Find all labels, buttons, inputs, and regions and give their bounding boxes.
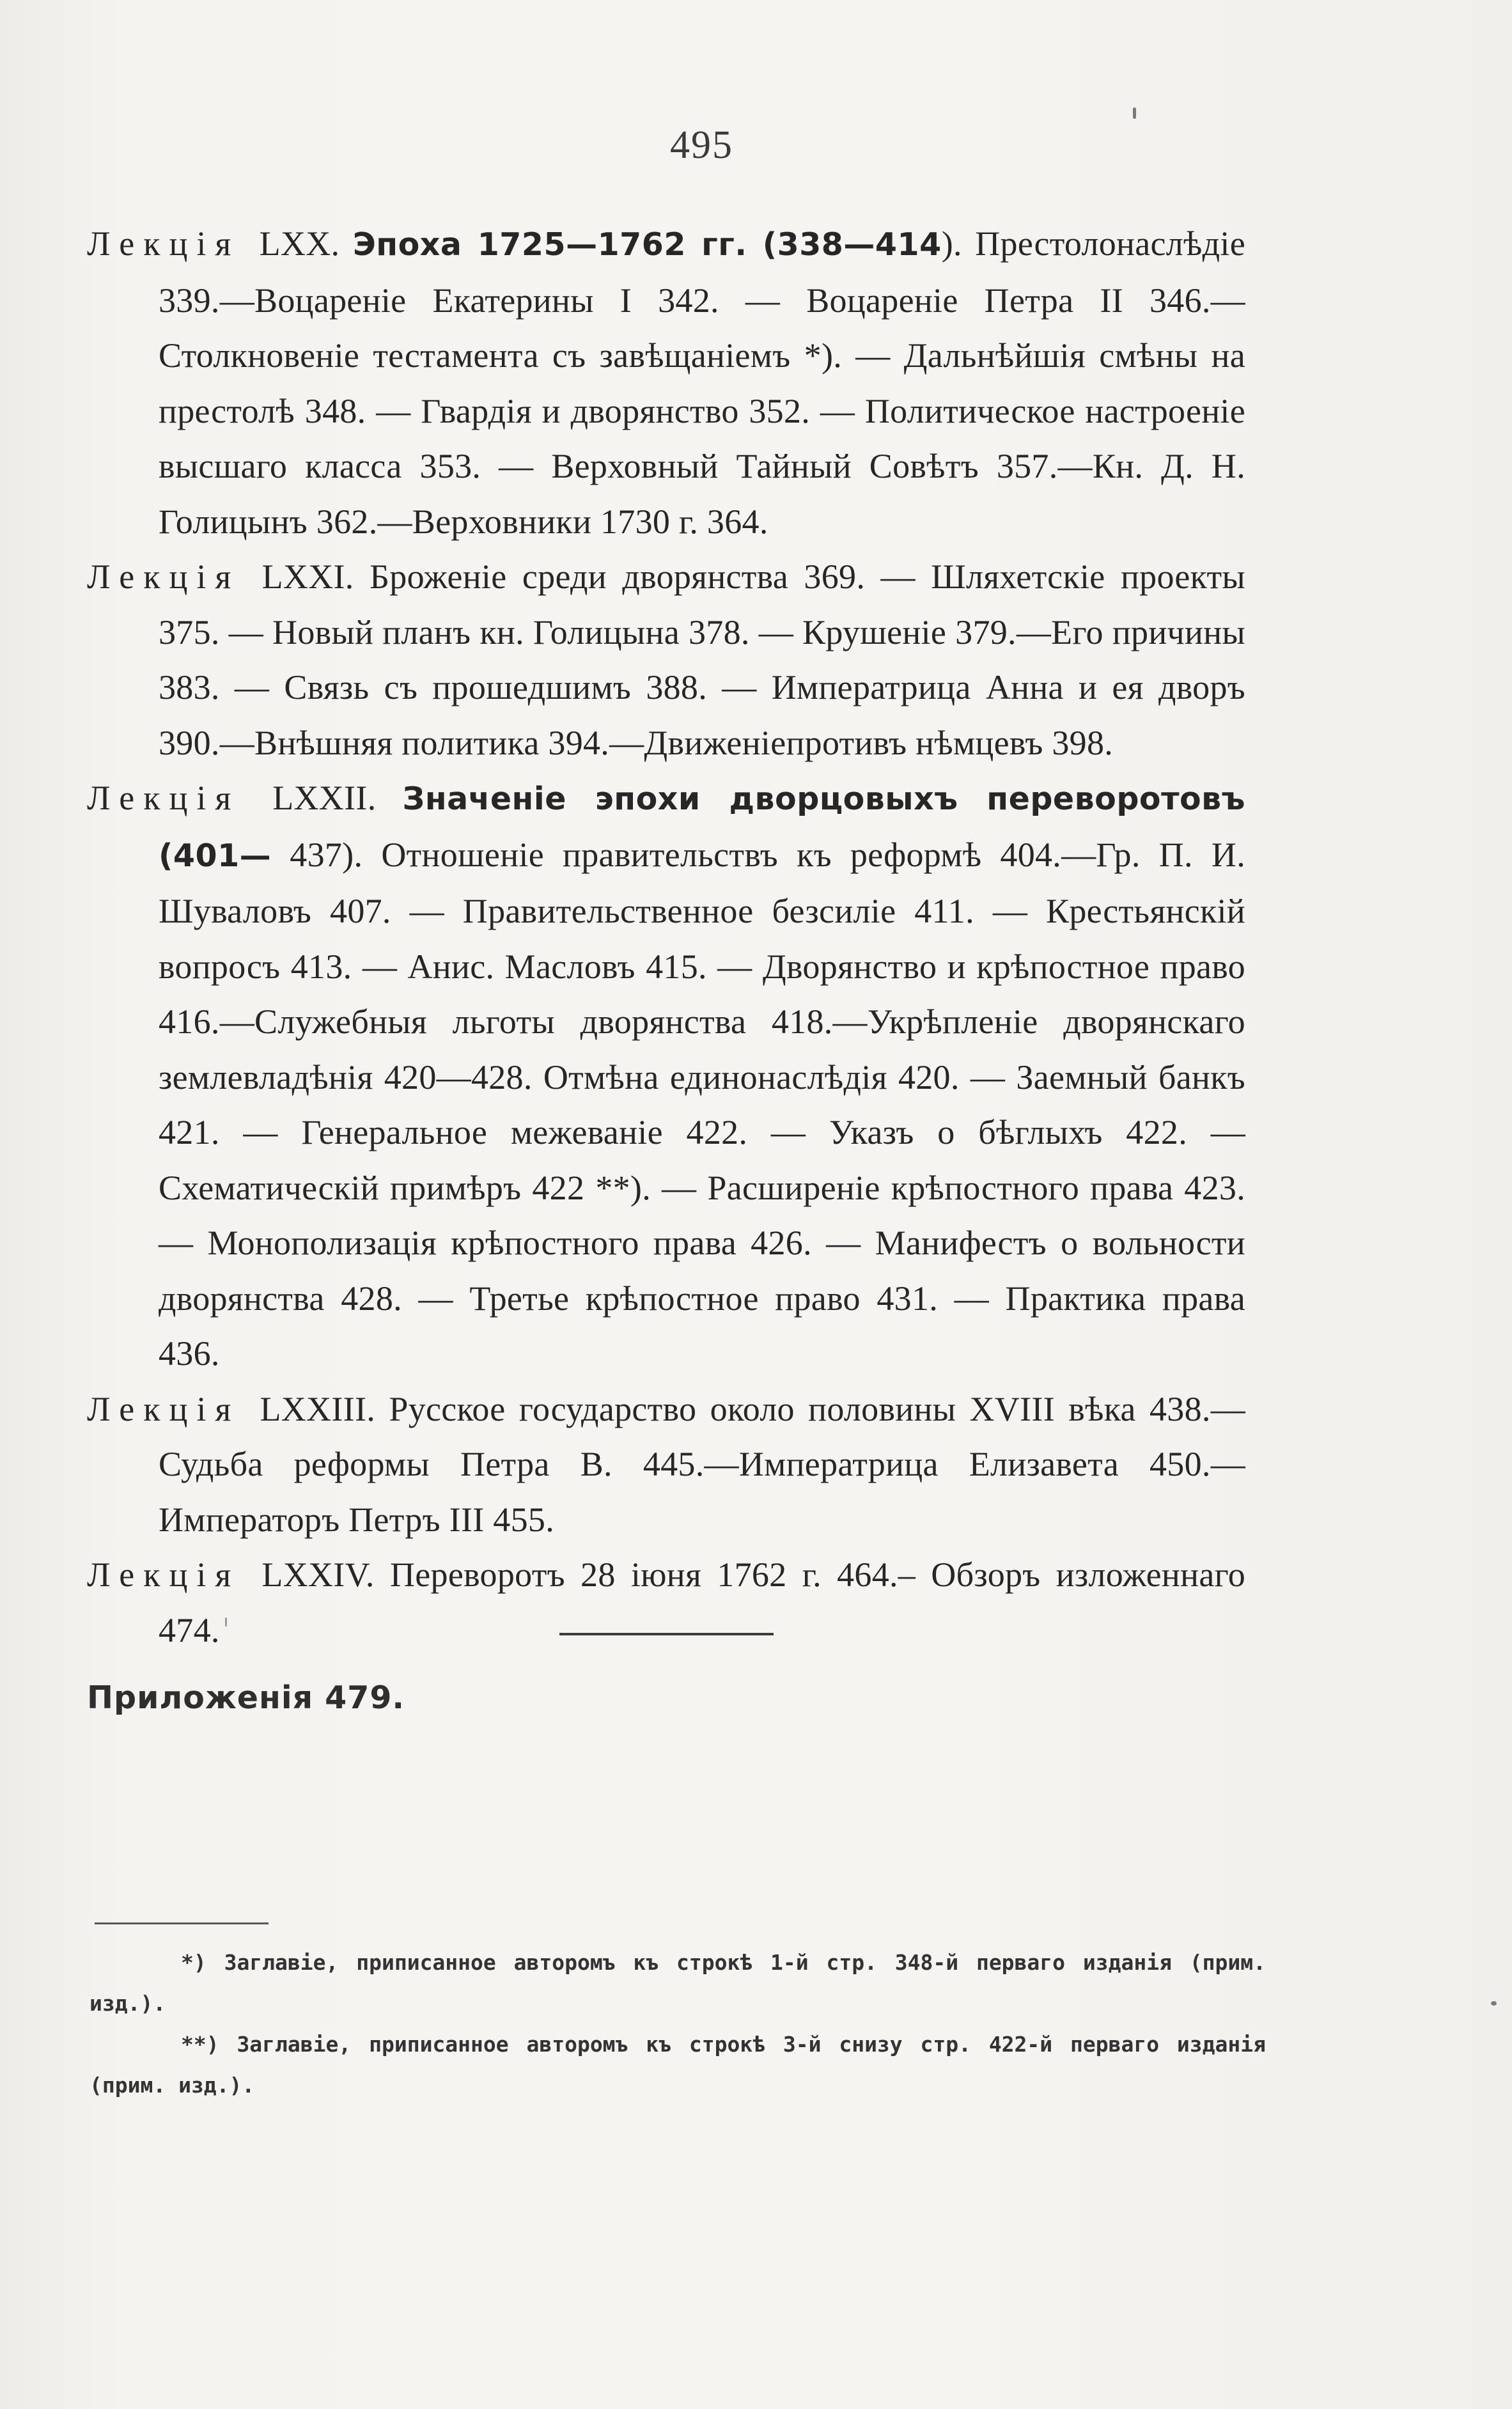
paper-speck [1491,2001,1497,2006]
footnote-2: **) Заглавіе, приписанное авторомъ къ строкѣ 3-й снизу стр. 422-й перваго изданія (прим. изд.). [90,2032,1266,2098]
entry-numeral: LXXIII. [260,1389,376,1428]
toc-entry-lecture-72 [87,770,1245,1382]
entry-text: ). Престолонаслѣдіе 339.—Воцареніе Екатерины I 342. — Воцареніе Петра II 346.— Столкновеніе тестамента съ завѣщаніемъ *). — Дальнѣйшія смѣны на престолѣ 348. — Гвардія и дворянство 352. — Политическое настроеніе высшаго класса 353. — Верховный Тайный Совѣтъ 357.—Кн. Д. Н. Голицынъ 362.—Верховники 1730 г. 364. [159,224,1245,541]
toc-entry-lecture-71 [87,549,1245,770]
paper-speck [225,1618,227,1626]
entry-text: 437). Отношеніе правительствъ къ реформѣ 404.—Гр. П. И. Шуваловъ 407. — Правительственное безсиліе 411. — Крестьянскій вопросъ 413. — Анис. Масловъ 415. — Дворянство и крѣпостное право 416.—Служебныя льготы дворянства 418.—Укрѣпленіе дворянскаго землевладѣнія 420—428. Отмѣна единонаслѣдія 420. — Заемный банкъ 421. — Генеральное межеваніе 422. — Указъ о бѣглыхъ 422. — Схематическій примѣръ 422 **). — Расширеніе крѣпостного права 423. — Монополизація крѣпостного права 426. — Манифестъ о вольности дворянства 428. — Третье крѣпостное право 431. — Практика права 436. [159,835,1245,1373]
entry-label: Лекція [87,224,240,263]
entry-numeral: LXXIV. [261,1555,375,1594]
toc-entry-lecture-74 [87,1547,1245,1658]
entry-text: Переворотъ 28 іюня 1762 г. 464.– Обзоръ изложеннаго 474. [159,1555,1245,1649]
footnotes [90,1942,1266,2106]
entry-bold-title: Значеніе эпохи дворцовыхъ переворотовъ (401— [159,781,1245,874]
paper-speck [1133,107,1136,119]
appendix-entry: Приложенія 479. [87,1680,405,1716]
table-of-contents [87,216,1245,1716]
section-divider [559,1633,774,1635]
entry-label: Лекція [87,779,240,817]
entry-label: Лекція [87,557,240,596]
toc-entry-lecture-73 [87,1382,1245,1548]
page-number: 495 [670,123,733,167]
entry-numeral: LXXI. [261,557,354,596]
entry-numeral: LXXII. [272,779,377,817]
toc-entry-lecture-70 [87,216,1245,549]
entry-text: Русское государство около половины XVIII вѣка 438.—Судьба реформы Петра В. 445.—Императрица Елизавета 450.—Императоръ Петръ III 455. [159,1389,1245,1539]
footnote-divider [95,1922,269,1924]
entry-bold-title: Эпоха 1725—1762 гг. (338—414 [352,226,942,263]
footnote-1: *) Заглавіе, приписанное авторомъ къ строкѣ 1-й стр. 348-й перваго изданія (прим. изд.). [90,1950,1266,2016]
entry-text: Броженіе среди дворянства 369. — Шляхетскіе проекты 375. — Новый планъ кн. Голицына 378. — Крушеніе 379.—Его причины 383. — Связь съ прошедшимъ 388. — Императрица Анна и ея дворъ 390.—Внѣшняя политика 394.—Движеніепротивъ нѣмцевъ 398. [159,557,1245,762]
entry-label: Лекція [87,1389,240,1428]
entry-label: Лекція [87,1555,240,1594]
entry-numeral: LXX. [259,224,340,263]
